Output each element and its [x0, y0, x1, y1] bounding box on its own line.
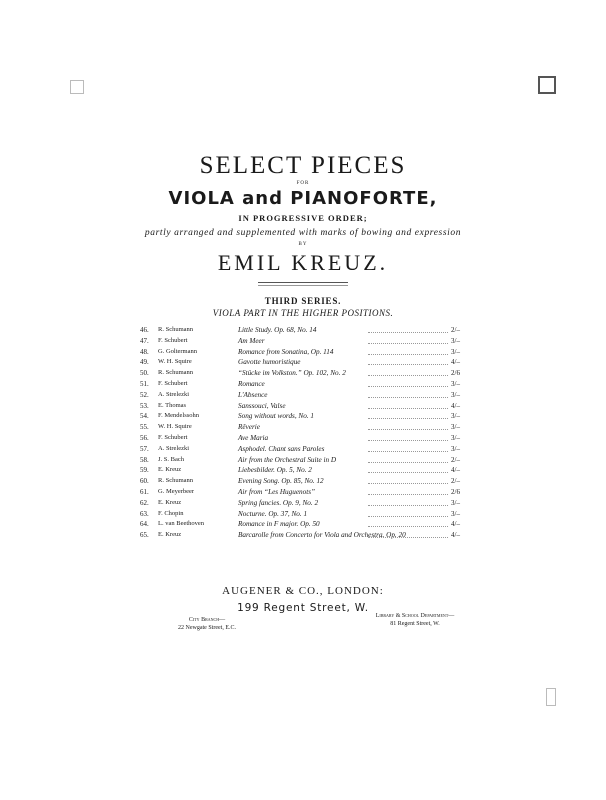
piece-composer: L. van Beethoven	[158, 520, 205, 528]
leader-dots	[368, 440, 448, 441]
piece-list	[140, 325, 480, 541]
piece-number: 61.	[140, 487, 149, 496]
piece-number: 54.	[140, 412, 149, 421]
publisher-street: 199 Regent Street, W.	[237, 602, 369, 614]
list-item	[140, 530, 480, 541]
leader-dots	[368, 537, 448, 538]
list-item	[140, 476, 480, 487]
piece-number: 48.	[140, 347, 149, 356]
leader-dots	[368, 526, 448, 527]
piece-number: 57.	[140, 444, 149, 453]
piece-price: 4/–	[451, 358, 460, 367]
piece-title: Song without words, No. 1	[238, 412, 315, 421]
piece-title: Nocturne. Op. 37, No. 1	[238, 509, 308, 518]
piece-number: 58.	[140, 455, 149, 464]
list-item	[140, 379, 480, 390]
piece-price: 3/–	[451, 336, 460, 345]
list-item	[140, 509, 480, 520]
list-item	[140, 325, 480, 336]
page-subtitle: VIOLA and PIANOFORTE,	[168, 188, 438, 209]
list-item	[140, 347, 480, 358]
leader-dots	[368, 494, 448, 495]
leader-dots	[368, 505, 448, 506]
piece-title: Rêverie	[238, 423, 260, 432]
list-item	[140, 336, 480, 347]
library-label: Library & School Department—	[375, 613, 455, 619]
piece-composer: F. Chopin	[158, 509, 184, 517]
piece-title: Liebesbilder. Op. 5, No. 2	[238, 466, 312, 475]
piece-price: 2/6	[451, 487, 460, 496]
piece-title: Romance	[238, 379, 265, 388]
piece-composer: F. Schubert	[158, 433, 188, 441]
piece-title: “Stücke im Volkston.” Op. 102, No. 2	[238, 369, 346, 378]
library-department	[350, 612, 480, 628]
city-branch	[162, 616, 252, 632]
publisher-name: AUGENER & CO., LONDON:	[222, 585, 384, 597]
composer-name: EMIL KREUZ.	[217, 250, 389, 275]
piece-number: 52.	[140, 390, 149, 399]
piece-price: 3/–	[451, 379, 460, 388]
piece-price: 3/–	[451, 509, 460, 518]
piece-price: 2/–	[451, 326, 460, 334]
list-item	[140, 433, 480, 444]
piece-composer: E. Kreuz	[158, 498, 182, 506]
series-position: VIOLA PART IN THE HIGHER POSITIONS.	[212, 308, 394, 318]
piece-composer: W. H. Squire	[158, 423, 192, 431]
piece-number: 47.	[140, 336, 149, 345]
piece-composer: F. Schubert	[158, 379, 188, 387]
piece-number: 63.	[140, 509, 149, 518]
piece-number: 50.	[140, 369, 149, 378]
city-branch-address: 22 Newgate Street, E.C.	[178, 625, 236, 631]
list-item	[140, 401, 480, 412]
piece-price: 3/–	[451, 347, 460, 356]
piece-price: 2/–	[451, 455, 460, 464]
piece-title: Romance in F major. Op. 50	[238, 520, 320, 529]
piece-price: 3/–	[451, 390, 460, 399]
list-item	[140, 465, 480, 476]
page-title: SELECT PIECES	[199, 152, 407, 179]
by-label: BY	[298, 242, 308, 247]
piece-number: 60.	[140, 477, 149, 486]
leader-dots	[368, 429, 448, 430]
piece-price: 2/6	[451, 369, 460, 378]
piece-title: Evening Song. Op. 85, No. 12	[238, 477, 324, 486]
leader-dots	[368, 354, 448, 355]
piece-price: 3/–	[451, 498, 460, 507]
piece-price: 4/–	[451, 466, 460, 475]
list-item	[140, 498, 480, 509]
piece-composer: E. Thomas	[158, 401, 187, 409]
piece-composer: J. S. Bach	[158, 455, 184, 463]
leader-dots	[368, 332, 448, 333]
series-title: THIRD SERIES.	[264, 296, 342, 306]
piece-price: 3/–	[451, 423, 460, 432]
order-note: IN PROGRESSIVE ORDER;	[238, 213, 368, 223]
piece-number: 49.	[140, 358, 149, 367]
leader-dots	[368, 375, 448, 376]
corner-ornament-top-right	[538, 76, 556, 94]
list-item	[140, 422, 480, 433]
piece-number: 64.	[140, 520, 149, 529]
piece-title: Ave Maria	[238, 433, 269, 442]
piece-price: 3/–	[451, 412, 460, 421]
leader-dots	[368, 408, 448, 409]
piece-composer: G. Meyerbeer	[158, 487, 195, 495]
leader-dots	[368, 397, 448, 398]
leader-dots	[368, 386, 448, 387]
corner-ornament-top-left	[70, 80, 84, 94]
leader-dots	[368, 418, 448, 419]
piece-number: 51.	[140, 379, 149, 388]
piece-price: 4/–	[451, 401, 460, 410]
divider-rule-2	[258, 285, 348, 286]
piece-title: Spring fancies. Op. 9, No. 2	[238, 498, 319, 507]
arrangement-note: partly arranged and supplemented with marks of bowing and expression	[144, 228, 462, 238]
list-item	[140, 411, 480, 422]
piece-number: 65.	[140, 531, 149, 540]
piece-title: Air from the Orchestral Suite in D	[238, 455, 337, 464]
leader-dots	[368, 364, 448, 365]
list-item	[140, 444, 480, 455]
piece-composer: R. Schumann	[158, 477, 194, 485]
piece-price: 3/–	[451, 433, 460, 442]
piece-title: Am Meer	[238, 336, 265, 345]
piece-composer: E. Kreuz	[158, 466, 182, 474]
leader-dots	[368, 483, 448, 484]
piece-title: Little Study. Op. 68, No. 14	[238, 326, 317, 334]
piece-price: 3/–	[451, 444, 460, 453]
piece-composer: A. Strelezki	[158, 444, 190, 452]
piece-composer: G. Goltermann	[158, 347, 197, 355]
piece-composer: R. Schumann	[158, 369, 194, 377]
piece-composer: E. Kreuz	[158, 531, 182, 539]
list-item	[140, 390, 480, 401]
piece-composer: F. Schubert	[158, 336, 188, 344]
piece-price: 4/–	[451, 520, 460, 529]
for-label: FOR	[296, 181, 310, 186]
divider-rule	[258, 282, 348, 283]
leader-dots	[368, 462, 448, 463]
piece-composer: W. H. Squire	[158, 358, 192, 366]
list-item	[140, 357, 480, 368]
library-address: 81 Regent Street, W.	[390, 621, 440, 627]
leader-dots	[368, 472, 448, 473]
city-branch-label: City Branch—	[188, 617, 226, 623]
list-item	[140, 455, 480, 466]
piece-composer: F. Mendelssohn	[158, 412, 200, 420]
piece-composer: A. Strelezki	[158, 390, 190, 398]
piece-title: Romance from Sonatina, Op. 114	[238, 347, 334, 356]
corner-ornament-bottom-right	[546, 688, 556, 706]
leader-dots	[368, 343, 448, 344]
piece-price: 2/–	[451, 477, 460, 486]
piece-number: 55.	[140, 423, 149, 432]
piece-number: 62.	[140, 498, 149, 507]
piece-number: 56.	[140, 433, 149, 442]
piece-price: 4/–	[451, 531, 460, 540]
leader-dots	[368, 451, 448, 452]
piece-title: L'Absence	[238, 390, 268, 399]
piece-title: Air from “Les Huguenots”	[238, 487, 316, 496]
piece-composer: R. Schumann	[158, 326, 194, 333]
piece-title: Asphodel. Chant sans Paroles	[238, 444, 325, 453]
leader-dots	[368, 516, 448, 517]
list-item	[140, 487, 480, 498]
piece-title: Barcarolle from Concerto for Viola and Orchestra. Op. 20	[238, 531, 406, 540]
piece-number: 53.	[140, 401, 149, 410]
list-item	[140, 368, 480, 379]
piece-number: 59.	[140, 466, 149, 475]
piece-title: Sanssouci, Valse	[238, 401, 286, 410]
piece-title: Gavotte humoristique	[238, 358, 301, 367]
list-item	[140, 519, 480, 530]
piece-number: 46.	[140, 326, 149, 334]
